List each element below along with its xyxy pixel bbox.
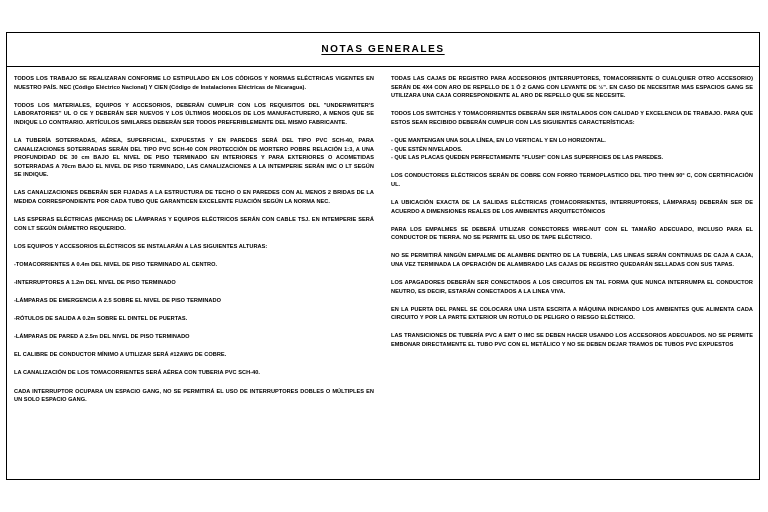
note-paragraph: NO SE PERMITIRÁ NINGÚN EMPALME DE ALAMBRE DENTRO DE LA TUBERÍA, LAS LINEAS SERÁN CONTINUAS DE CAJA A CAJA, UNA VEZ TERMINADA LA OPERACIÓN DE ALAMBRADO LAS CAJAS DE REGISTRO QUEDARÁN SELLADAS CON SUS TAPAS. (391, 253, 753, 268)
characteristics-list (391, 137, 753, 163)
title-bar (7, 33, 759, 67)
right-column (391, 75, 753, 359)
note-paragraph: LOS EQUIPOS Y ACCESORIOS ELÉCTRICOS SE INSTALARÁN A LAS SIGUIENTES ALTURAS: (14, 243, 268, 250)
height-item: -TOMACORRIENTES A 0.4m DEL NIVEL DE PISO TERMINADO AL CENTRO. (14, 261, 218, 268)
list-item: - QUE MANTENGAN UNA SOLA LÍNEA, EN LO VERTICAL Y EN LO HORIZONTAL. (391, 137, 606, 144)
note-paragraph: TODOS LOS MATERIALES, EQUIPOS Y ACCESORIOS, DEBERÁN CUMPLIR CON LOS REQUISITOS DEL "UNDERWRITER'S LABORATORIES" UL O CE Y DEBERÁN SER NUEVOS Y LOS ÚLTIMOS MODELOS DE LOS MANUFACTURERO, A MENOS QUE SE INDIQUE LO CONTRARIO. ARTÍCULOS SIMILARES DEBERÁN SER TODOS PREFERIBLEMENTE DEL MISMO FABRICANTE. (14, 102, 374, 126)
height-item: -RÓTULOS DE SALIDA A 0.2m SOBRE EL DINTEL DE PUERTAS. (14, 316, 188, 323)
note-paragraph: CADA INTERRUPTOR OCUPARA UN ESPACIO GANG, NO SE PERMITIRÁ EL USO DE INTERRUPTORES DOBLES O MÚLTIPLES EN UN SOLO ESPACIO GANG. (14, 388, 374, 404)
note-paragraph: LA TUBERÍA SOTERRADAS, AÉREA, SUPERFICIAL, EXPUESTAS Y EN PAREDES SERÁ DEL TIPO PVC SCH-40, PARA CANALIZACIONES SOTERRADAS SERÁN DEL TIPO PVC SCH-40 CON PROTECCIÓN DE MORTERO POBRE RELACIÓN 1:3, A UNA PROFUNDIDAD DE 30 cm BAJO EL NIVEL DE PISO TERMINADO EN INTERIORES Y PARA EXTERIORES O ACOMETIDAS SOTERRADAS A 70cm BAJO EL NIVEL DE PISO TERMINADO, LAS CANALIZACIONES A LA INTEMPERIE SERÁN IMC O LT SEGÚN SE INDIQUE. (14, 137, 374, 179)
note-paragraph: EN LA PUERTA DEL PANEL SE COLOCARA UNA LISTA ESCRITA A MÁQUINA INDICANDO LOS AMBIENTES QUE ALIMENTA CADA CIRCUITO Y POR LA PARTE EXTERIOR UN ROTULO DE PELIGRO O RIESGO ELÉCTRICO. (391, 306, 753, 322)
note-paragraph: LAS ESPERAS ELÉCTRICAS (MECHAS) DE LÁMPARAS Y EQUIPOS ELÉCTRICOS SERÁN CON CABLE TSJ. EN INTEMPERIE SERÁ CON LT SEGÚN DIÁMETRO REQUERIDO. (14, 217, 374, 232)
note-paragraph: EL CALIBRE DE CONDUCTOR MÍNIMO A UTILIZAR SERÁ #12AWG DE COBRE. (14, 352, 227, 359)
left-column (14, 75, 374, 414)
note-paragraph: PARA LOS EMPALMES SE DEBERÁ UTILIZAR CONECTORES WIRE-NUT CON EL TAMAÑO ADECUADO, INCLUSO PARA EL CONDUCTOR DE TIERRA. NO SE PERMITE EL USO DE TAPE ELÉCTRICO. (391, 226, 753, 242)
height-item: -LÁMPARAS DE EMERGENCIA A 2.5 SOBRE EL NIVEL DE PISO TERMINADO (14, 298, 221, 305)
list-item: - QUE ESTÉN NIVELADOS. (391, 146, 463, 153)
height-item: -LÁMPARAS DE PARED A 2.5m DEL NIVEL DE PISO TERMINADO (14, 334, 190, 341)
note-paragraph: TODAS LAS CAJAS DE REGISTRO PARA ACCESORIOS (INTERRUPTORES, TOMACORRIENTE O CUALQUIER OTRO ACCESORIO) SERÁN DE 4X4 CON ARO DE REPELLO DE 1 Ó 2 GANG CON LEVANTE DE ½". EN CASO DE NECESITAR MAS ESPACIOS GANG SE UTILIZARA UNA CAJA CORRESPONDIENTE AL ARO DE REPELLO QUE SE NECESITE. (391, 76, 753, 100)
note-paragraph: LOS APAGADORES DEBERÁN SER CONECTADOS A LOS CIRCUITOS EN TAL FORMA QUE NUNCA INTERRUMPA EL CONDUCTOR NEUTRO, ES DECIR, ESTARÁN CONECTADOS A LA LINEA VIVA. (391, 280, 753, 295)
list-item: - QUE LAS PLACAS QUEDEN PERFECTAMENTE "FLUSH" CON LAS SUPERFICIES DE LAS PAREDES. (391, 155, 664, 162)
page-title: NOTAS GENERALES (321, 44, 445, 55)
note-paragraph: LOS CONDUCTORES ELÉCTRICOS SERÁN DE COBRE CON FORRO TERMOPLASTICO DEL TIPO THHN 90° C, CON CERTIFICACIÓN UL. (391, 173, 753, 188)
height-item: -INTERRUPTORES A 1.2m DEL NIVEL DE PISO TERMINADO (14, 280, 176, 286)
note-paragraph: LA CANALIZACIÓN DE LOS TOMACORRIENTES SERÁ AÉREA CON TUBERIA PVC SCH-40. (14, 370, 261, 377)
note-paragraph: LAS CANALIZACIONES DEBERÁN SER FIJADAS A LA ESTRUCTURA DE TECHO O EN PAREDES CON AL MENOS 2 BRIDAS DE LA MEDIDA CORRESPONDIENTE POR CADA TUBO QUE GARANTICEN EXCELENTE FIJACIÓN SEGÚN LA NORMA NEC. (14, 190, 374, 206)
note-paragraph: TODOS LOS TRABAJO SE REALIZARAN CONFORME LO ESTIPULADO EN LOS CÓDIGOS Y NORMAS ELÉCTRICAS VIGENTES EN NUESTRO PAÍS. NEC (Código Eléctrico Nacional) Y CIEN (Código de Instalaciones Eléctricas de Nicaragua). (14, 76, 374, 91)
note-paragraph: TODOS LOS SWITCHES Y TOMACORRIENTES DEBERÁN SER INSTALADOS CON CALIDAD Y EXCELENCIA DE TRABAJO. PARA QUE ESTOS SEAN RECIBIDO DEBERÁN CUMPLIR CON LAS SIGUIENTES CARACTERÍSTICAS: (391, 111, 753, 126)
notes-sheet (6, 32, 760, 480)
note-paragraph: LA UBICACIÓN EXACTA DE LA SALIDAS ELÉCTRICAS (TOMACORRIENTES, INTERRUPTORES, LÁMPARAS) DEBERÁN SER DE ACUERDO A DIMENSIONES REALES DE LOS AMBIENTES ARQUITECTÓNICOS (391, 199, 753, 215)
note-paragraph: LAS TRANSICIONES DE TUBERÍA PVC A EMT O IMC SE DEBEN HACER USANDO LOS ACCESORIOS ADECUADOS. NO SE PERMITE EMBONAR DIRECTAMENTE EL TUBO PVC CON EL METÁLICO Y NO SE DEBEN DEJAR TRAMOS DE TUBOS PVC EXPUESTOS (391, 333, 753, 348)
